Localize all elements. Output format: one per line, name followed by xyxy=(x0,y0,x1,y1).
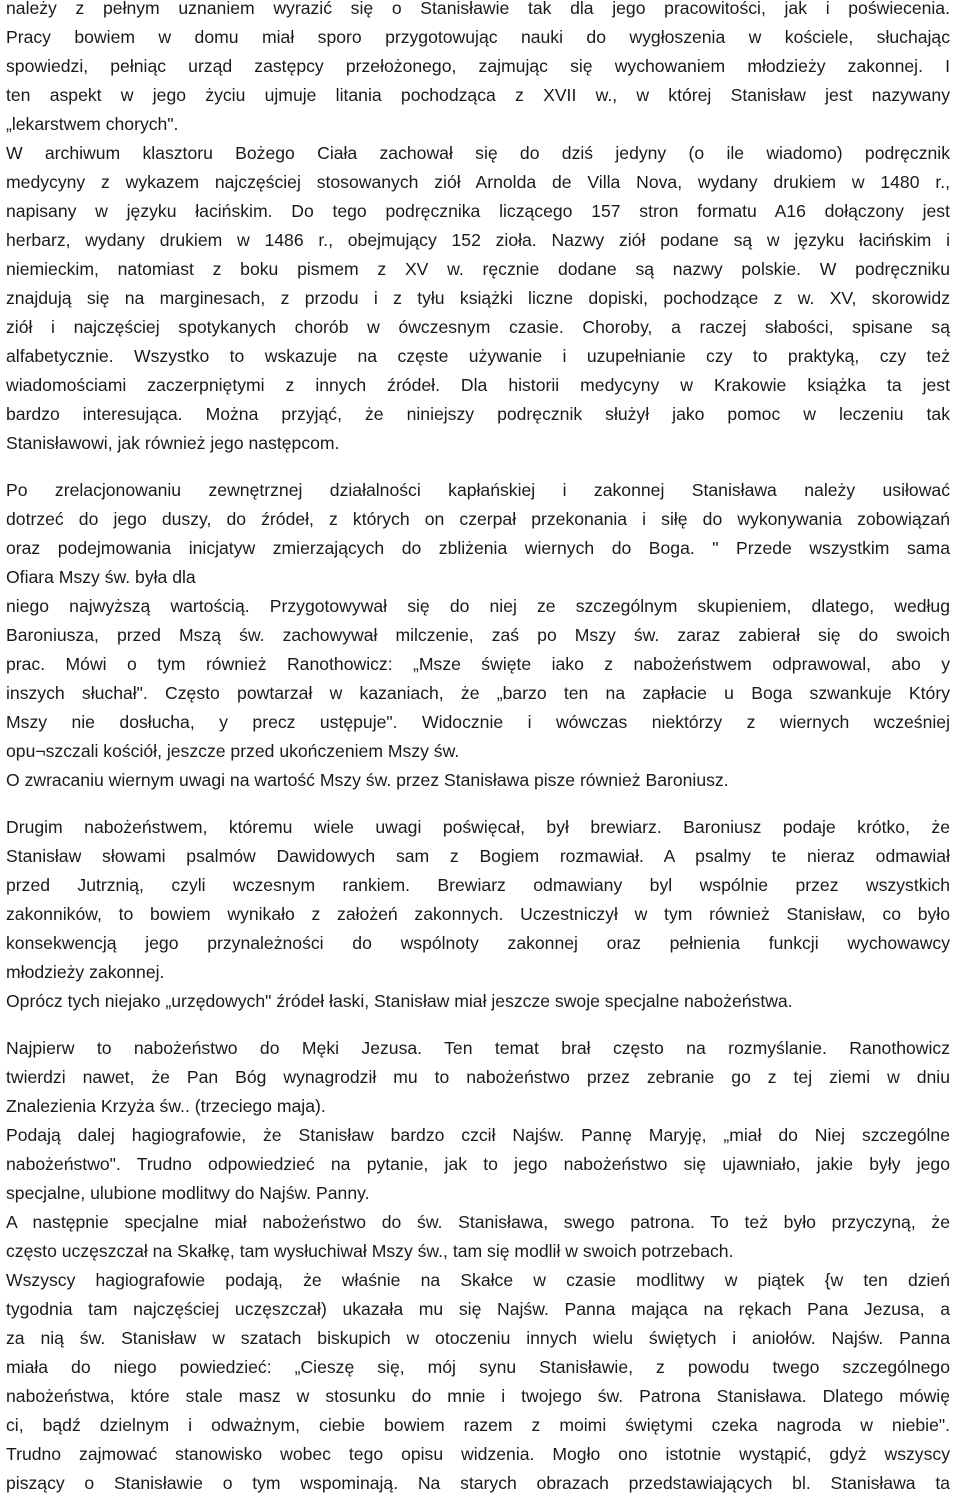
text-line: inszych słuchał". Często powtarzał w kazaniach, że „barzo ten na zapłacie u Boga szwankuje Który xyxy=(6,683,950,703)
text-line: Stanisław słowami psalmów Dawidowych sam z Bogiem rozmawiał. A psalmy te nieraz odmawiał xyxy=(6,846,950,866)
text-line: tygodnia tam najczęściej uczęszczał) ukazała mu się Najśw. Panna mająca na rękach Pana Jezusa, a xyxy=(6,1299,950,1319)
text-line: A następnie specjalne miał nabożeństwo do św. Stanisława, swego patrona. To też było przyczyną, że xyxy=(6,1212,950,1232)
paragraph xyxy=(6,0,950,458)
text-line: medycyny z wykazem najczęściej stosowanych ziół Arnolda de Villa Nova, wydany drukiem w 1480 r., xyxy=(6,172,950,192)
paragraph-gap xyxy=(6,458,950,476)
text-line: ten aspekt w jego życiu ujmuje litania pochodząca z XVII w., w której Stanisław jest nazywany xyxy=(6,85,950,105)
text-line: Podają dalej hagiografowie, że Stanisław bardzo czcił Najśw. Pannę Maryję, „miał do Niej szczególne xyxy=(6,1125,950,1145)
text-line: często uczęszczał na Skałkę, tam wysłuchiwał Mszy św., tam się modlił w swoich potrzebach. xyxy=(6,1241,734,1261)
text-line: należy z pełnym uznaniem wyrazić się o Stanisławie tak dla jego pracowitości, jak i poświecenia. xyxy=(6,0,950,18)
text-line: Oprócz tych niejako „urzędowych" źródeł łaski, Stanisław miał jeszcze swoje specjalne nabożeństwa. xyxy=(6,991,793,1011)
text-line: Pracy bowiem w domu miał sporo przygotowując nauki do wygłoszenia w kościele, słuchając xyxy=(6,27,950,47)
text-line: specjalne, ulubione modlitwy do Najśw. Panny. xyxy=(6,1183,370,1203)
text-line: oraz podejmowania inicjatyw zmierzających do zbliżenia wiernych do Boga. " Przede wszystkim sama xyxy=(6,538,950,558)
text-line: Drugim nabożeństwem, któremu wiele uwagi poświęcał, był brewiarz. Baroniusz podaje krótko, że xyxy=(6,817,950,837)
text-line: opu¬szczali kościół, jeszcze przed ukończeniem Mszy św. xyxy=(6,741,460,761)
text-line: nabożeństwa, które stale masz w stosunku do mnie i twojego św. Patrona Stanisława. Dlatego mówię xyxy=(6,1386,950,1406)
text-line: prac. Mówi o tym również Ranothowicz: „Msze święte iako z nabożeństwem odprawowal, abo y xyxy=(6,654,950,674)
text-line: Najpierw to nabożeństwo do Męki Jezusa. Ten temat brał często na rozmyślanie. Ranothowicz xyxy=(6,1038,950,1058)
text-line: przed Jutrznią, czyli wczesnym rankiem. Brewiarz odmawiany byl wspólnie przez wszystkich xyxy=(6,875,950,895)
text-line: herbarz, wydany drukiem w 1486 r., obejmujący 152 zioła. Nazwy ziół podane są w języku łacińskim i xyxy=(6,230,950,250)
text-line: Ofiara Mszy św. była dla xyxy=(6,567,196,587)
text-line: młodzieży zakonnej. xyxy=(6,962,165,982)
text-line: nabożeństwo". Trudno odpowiedzieć na pytanie, jak to jego nabożeństwo się ujawniało, jakie były jego xyxy=(6,1154,950,1174)
text-line: ziół i najczęściej spotykanych chorób w ówczesnym czasie. Choroby, a raczej słabości, spisane są xyxy=(6,317,950,337)
text-line: wiadomościami zaczerpniętymi z innych źródeł. Dla historii medycyny w Krakowie książka ta jest xyxy=(6,375,950,395)
text-line: alfabetycznie. Wszystko to wskazuje na częste używanie i uzupełnianie czy to praktyką, czy też xyxy=(6,346,950,366)
text-line: miała do niego powiedzieć: „Cieszę się, mój synu Stanisławie, z powodu twego szczególnego xyxy=(6,1357,950,1377)
paragraph xyxy=(6,813,950,1016)
text-line: zakonników, to bowiem wynikało z założeń zakonnych. Uczestniczył w tym również Stanisław, co było xyxy=(6,904,950,924)
text-line: Znalezienia Krzyża św.. (trzeciego maja). xyxy=(6,1096,326,1116)
text-line: „lekarstwem chorych". xyxy=(6,114,179,134)
text-line: konsekwencją jego przynależności do wspólnoty zakonnej oraz pełnienia funkcji wychowawcy xyxy=(6,933,950,953)
text-line: Mszy nie dosłucha, y precz ustępuje". Widocznie i wówczas niektórzy z wiernych wcześniej xyxy=(6,712,950,732)
paragraph xyxy=(6,476,950,795)
text-line: W archiwum klasztoru Bożego Ciała zachował się do dziś jedyny (o ile wiadomo) podręcznik xyxy=(6,143,950,163)
text-line: ci, bądź dzielnym i odważnym, ciebie bowiem razem z moimi świętymi czeka nagroda w niebie". xyxy=(6,1415,950,1435)
paragraph xyxy=(6,1034,950,1498)
text-line: Baroniusza, przed Mszą św. zachowywał milczenie, zaś po Mszy św. zaraz zabierał się do swoich xyxy=(6,625,950,645)
text-line: O zwracaniu wiernym uwagi na wartość Mszy św. przez Stanisława pisze również Baroniusz. xyxy=(6,770,729,790)
text-line: niego najwyższą wartością. Przygotowywał się do niej ze szczególnym skupieniem, dlatego, według xyxy=(6,596,950,616)
text-line: Trudno zajmować stanowisko wobec tego opisu widzenia. Mogło ono istotnie wystąpić, gdyż wszyscy xyxy=(6,1444,950,1464)
text-line: Po zrelacjonowaniu zewnętrznej działalności kapłańskiej i zakonnej Stanisława należy usiłować xyxy=(6,480,950,500)
text-line: twierdzi nawet, że Pan Bóg wynagrodził mu to nabożeństwo przez zebranie go z tej ziemi w dniu xyxy=(6,1067,950,1087)
text-line: Stanisławowi, jak również jego następcom. xyxy=(6,433,340,453)
paragraph-gap xyxy=(6,1016,950,1034)
text-line: za nią św. Stanisław w szatach biskupich w otoczeniu innych wielu świętych i aniołów. Najśw. Panna xyxy=(6,1328,950,1348)
paragraph-gap xyxy=(6,795,950,813)
text-line: bardzo interesująca. Można przyjąć, że niniejszy podręcznik służył jako pomoc w leczeniu tak xyxy=(6,404,950,424)
text-line: niemieckim, natomiast z boku pismem z XV w. ręcznie dodane są nazwy polskie. W podręczniku xyxy=(6,259,950,279)
text-line: napisany w języku łacińskim. Do tego podręcznika liczącego 157 stron formatu A16 dołączony jest xyxy=(6,201,950,221)
text-line: piszący o Stanisławie o tym wspominają. Na starych obrazach przedstawiających bl. Stanisława ta xyxy=(6,1473,950,1493)
text-line: dotrzeć do jego duszy, do źródeł, z których on czerpał przekonania i siłę do wykonywania zobowiązań xyxy=(6,509,950,529)
text-line: spowiedzi, pełniąc urząd zastępcy przełożonego, zajmując się wychowaniem młodzieży zakonnej. I xyxy=(6,56,950,76)
text-line: Wszyscy hagiografowie podają, że właśnie na Skałce w czasie modlitwy w piątek {w ten dzień xyxy=(6,1270,950,1290)
text-line: znajdują się na marginesach, z przodu i z tyłu książki liczne dopiski, pochodzące z w. XV, skorowidz xyxy=(6,288,950,308)
